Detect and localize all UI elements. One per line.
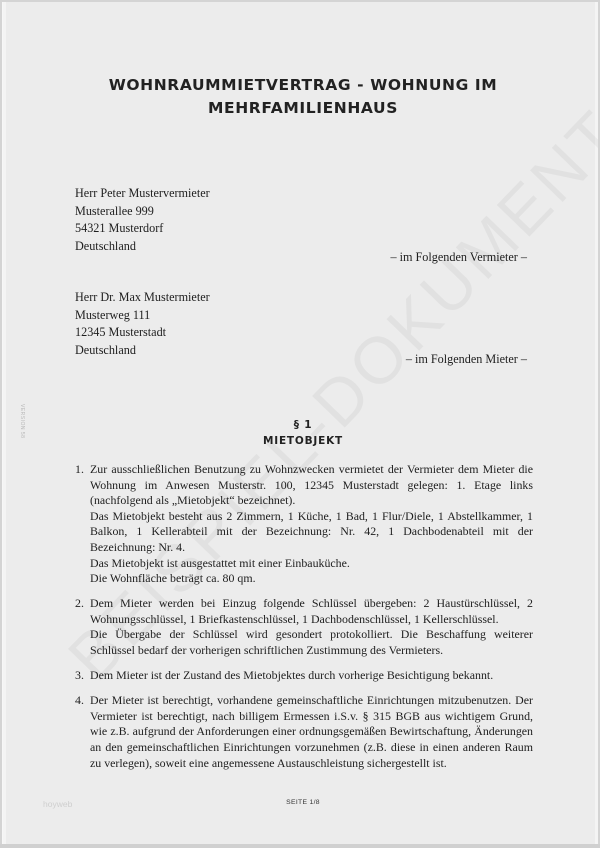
title-line-1: WOHNRAUMMIETVERTRAG - WOHNUNG IM	[108, 76, 498, 94]
tenant-country: Deutschland	[75, 342, 136, 357]
clause-1	[75, 462, 533, 587]
tenant-role: – im Folgenden Mieter –	[405, 352, 527, 366]
section-heading	[3, 417, 598, 449]
landlord-country: Deutschland	[75, 238, 136, 253]
clause-text: Dem Mieter werden bei Einzug folgende Schlüssel übergeben: 2 Haustürschlüssel, 2 Wohnungsschlüssel, 1 Briefkastenschlüssel, 1 Dachbodenschlüssel, 1 Kellerschlüssel.	[90, 596, 533, 626]
clause-list	[75, 462, 533, 781]
footer-logo: hoyweb	[43, 799, 73, 809]
document-page	[2, 2, 598, 845]
clause-text: Die Übergabe der Schlüssel wird gesondert protokolliert. Die Beschaffung weiterer Schlüssel bedarf der vorherigen schriftlichen Zustimmung des Vermieters.	[90, 627, 533, 658]
clause-text: Zur ausschließlichen Benutzung zu Wohnzwecken vermietet der Vermieter dem Mieter die Wohnung im Anwesen Musterstr. 100, 12345 Musterstadt gelegen: 1. Etage links (nachfolgend als „Mietobjekt“ bezeichnet).	[90, 462, 533, 508]
clause-number: 2.	[75, 596, 84, 611]
page-bottom-edge	[0, 844, 600, 848]
section-number: § 1	[293, 419, 313, 431]
clause-text: Der Mieter ist berechtigt, vorhandene gemeinschaftliche Einrichtungen mitzubenutzen. Der Vermieter ist berechtigt, nach billigem Ermessen i.S.v. § 315 BGB aus wichtigem Grund, wie z.B. aufgrund der Anforderungen einer ordnungsgemäßen Bewirtschaftung, Änderungen an den gemeinschaftlichen Einrichtungen vorzunehmen (z.B. diese in einen anderen Raum zu verlegen), soweit eine angemessene Austauschleistung sichergestellt ist.	[90, 693, 533, 770]
tenant-address	[75, 289, 210, 359]
clause-number: 3.	[75, 668, 84, 683]
section-title: MIETOBJEKT	[263, 435, 343, 447]
side-version-label: VERSION 58	[19, 404, 25, 439]
document-title	[3, 74, 598, 120]
clause-number: 4.	[75, 693, 84, 708]
tenant-city: 12345 Musterstadt	[75, 325, 167, 339]
title-line-2: MEHRFAMILIENHAUS	[208, 99, 398, 117]
clause-2	[75, 596, 533, 658]
clause-text: Die Wohnfläche beträgt ca. 80 qm.	[90, 571, 256, 586]
clause-text: Dem Mieter ist der Zustand des Mietobjektes durch vorherige Besichtigung bekannt.	[90, 668, 494, 683]
tenant-name: Herr Dr. Max Mustermieter	[75, 290, 210, 304]
landlord-address	[75, 185, 210, 255]
clause-number: 1.	[75, 462, 84, 476]
landlord-street: Musterallee 999	[75, 203, 154, 218]
landlord-name: Herr Peter Mustervermieter	[75, 186, 210, 200]
clause-text: Das Mietobjekt ist ausgestattet mit einer Einbauküche.	[90, 555, 350, 570]
clause-3	[75, 668, 533, 684]
landlord-city: 54321 Musterdorf	[75, 221, 164, 235]
page-number: SEITE 1/8	[286, 799, 320, 806]
clause-text: Das Mietobjekt besteht aus 2 Zimmern, 1 Küche, 1 Bad, 1 Flur/Diele, 1 Abstellkammer, 1 Balkon, 1 Kellerabteil mit der Bezeichnung: Nr. 42, 1 Dachbodenabteil mit der Bezeichnung: Nr. 4.	[90, 508, 533, 554]
landlord-role: – im Folgenden Vermieter –	[390, 250, 527, 264]
tenant-street: Musterweg 111	[75, 307, 151, 322]
clause-4	[75, 693, 533, 771]
